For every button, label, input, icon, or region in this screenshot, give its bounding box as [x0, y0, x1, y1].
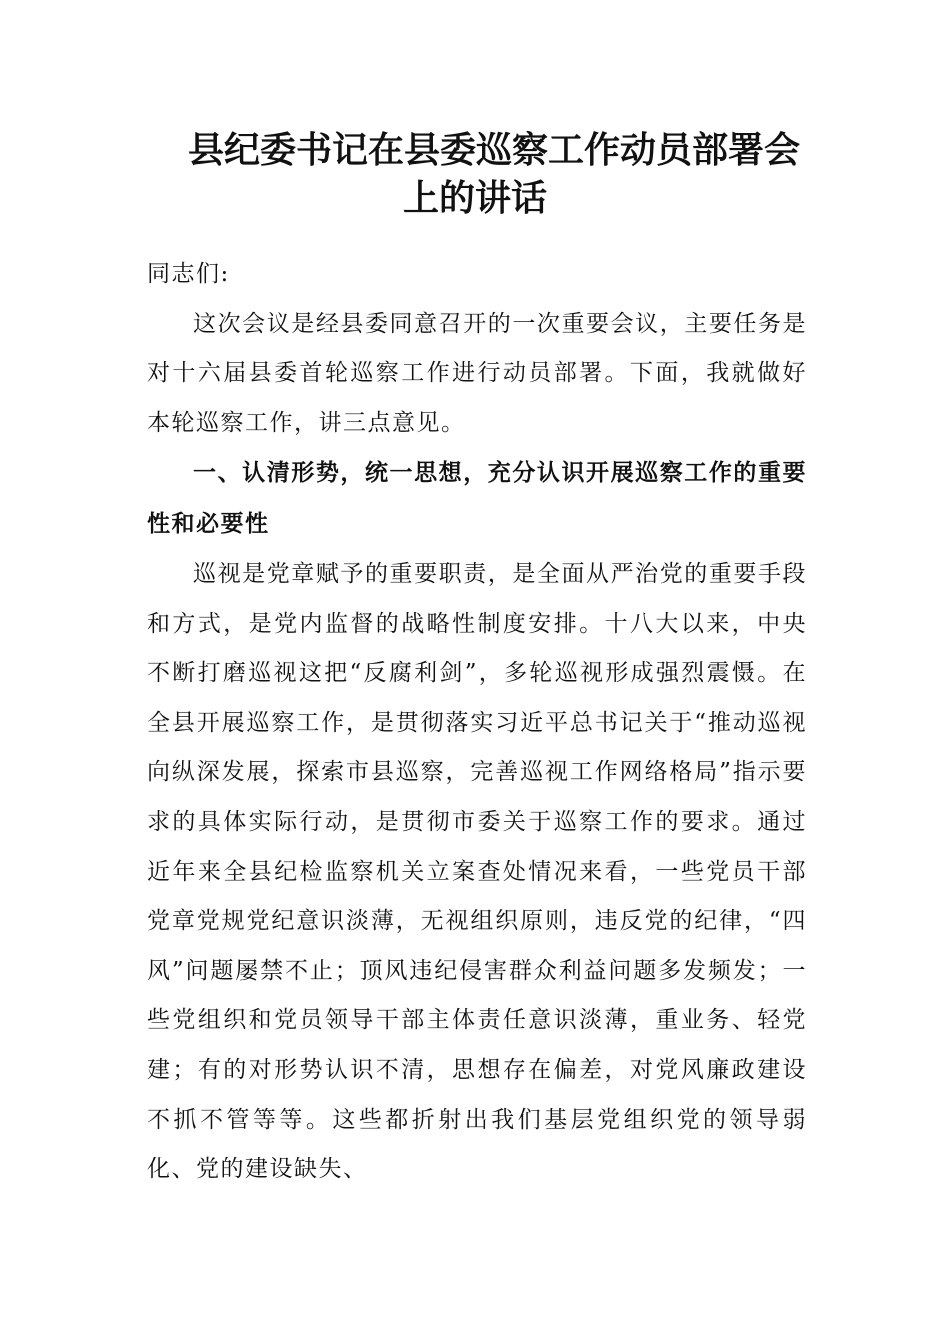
- document-body: [147, 250, 807, 1195]
- section-heading-1: 一、认清形势，统一思想，充分认识开展巡察工作的重要性和必要性: [147, 460, 807, 537]
- document-title-line-1: 县纪委书记在县委巡察工作动员部署会: [187, 129, 800, 171]
- document-title: [0, 126, 950, 222]
- salutation: 同志们:: [147, 261, 230, 287]
- section-1-paragraph: 巡视是党章赋予的重要职责，是全面从严治党的重要手段和方式，是党内监督的战略性制度安排。十八大以来，中央不断打磨巡视这把“反腐利剑”，多轮巡视形成强烈震慑。在全县开展巡察工作，是贯彻落实习近平总书记关于“推动巡视向纵深发展，探索市县巡察，完善巡视工作网络格局”指示要求的具体实际行动，是贯彻市委关于巡察工作的要求。通过近年来全县纪检监察机关立案查处情况来看，一些党员干部党章党规党纪意识淡薄，无视组织原则，违反党的纪律，“四风”问题屡禁不止；顶风违纪侵害群众利益问题多发频发；一些党组织和党员领导干部主体责任意识淡薄，重业务、轻党建；有的对形势认识不清，思想存在偏差，对党风廉政建设不抓不管等等。这些都折射出我们基层党组织党的领导弱化、党的建设缺失、: [147, 561, 807, 1183]
- intro-paragraph: 这次会议是经县委同意召开的一次重要会议，主要任务是对十六届县委首轮巡察工作进行动员部署。下面，我就做好本轮巡察工作，讲三点意见。: [147, 310, 807, 436]
- document-title-line-2: 上的讲话: [402, 177, 547, 219]
